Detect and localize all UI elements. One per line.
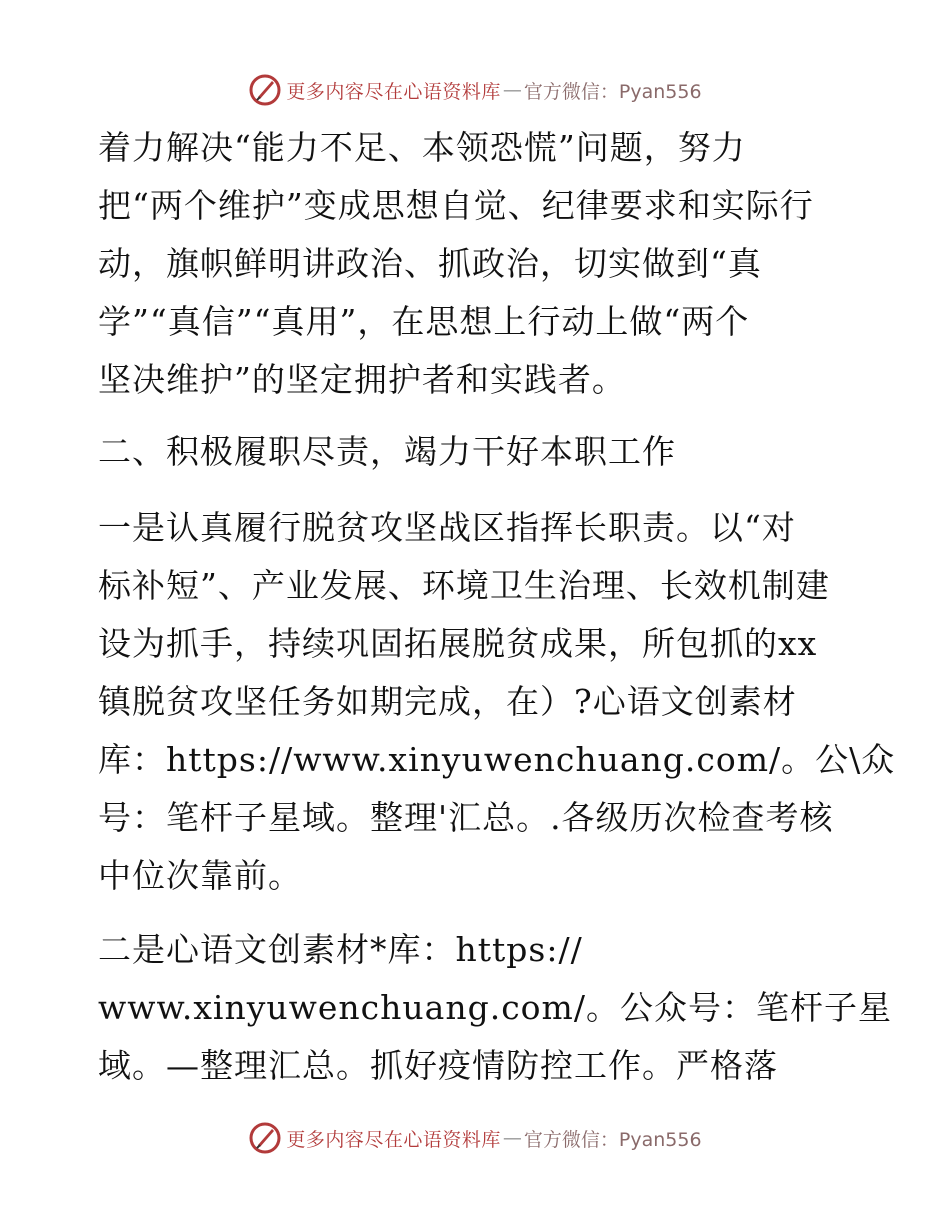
banner-wechat: 官方微信：Pyan556 bbox=[523, 80, 702, 103]
text-line: 库：https://www.xinyuwenchuang.com/。公\众 bbox=[98, 740, 896, 779]
text-line: 着力解决“能力不足、本领恐慌”问题，努力 bbox=[98, 128, 746, 167]
text-line: 学”“真信”“真用”，在思想上行动上做“两个 bbox=[98, 302, 750, 341]
text-line: 坚决维护”的坚定拥护者和实践者。 bbox=[98, 360, 626, 399]
quill-logo-icon bbox=[248, 73, 282, 107]
text-line: 二是心语文创素材*库：https:// bbox=[98, 930, 583, 969]
header-banner bbox=[0, 70, 950, 110]
banner-dash: — bbox=[502, 1127, 522, 1149]
text-line: 镇脱贫攻坚任务如期完成，在）?心语文创素材 bbox=[98, 682, 797, 721]
text-line: 中位次靠前。 bbox=[98, 856, 302, 895]
section-heading: 二、积极履职尽责，竭力干好本职工作 bbox=[98, 432, 676, 471]
text-line: 号：笔杆子星域。整理'汇总。.各级历次检查考核 bbox=[98, 798, 834, 837]
banner-wechat: 官方微信：Pyan556 bbox=[523, 1128, 702, 1151]
text-line: 域。—整理汇总。抓好疫情防控工作。严格落 bbox=[98, 1046, 778, 1085]
footer-banner bbox=[0, 1118, 950, 1158]
banner-title: 更多内容尽在心语资料库 bbox=[286, 80, 501, 103]
banner-title: 更多内容尽在心语资料库 bbox=[286, 1128, 501, 1151]
banner-dash: — bbox=[502, 79, 522, 101]
text-line: www.xinyuwenchuang.com/。公众号：笔杆子星 bbox=[98, 988, 892, 1027]
text-line: 动，旗帜鲜明讲政治、抓政治，切实做到“真 bbox=[98, 244, 762, 283]
text-line: 标补短”、产业发展、环境卫生治理、长效机制建 bbox=[98, 566, 830, 605]
text-line: 一是认真履行脱贫攻坚战区指挥长职责。以“对 bbox=[98, 508, 796, 547]
quill-logo-icon bbox=[248, 1121, 282, 1155]
text-line: 把“两个维护”变成思想自觉、纪律要求和实际行 bbox=[98, 186, 814, 225]
text-line: 设为抓手，持续巩固拓展脱贫成果，所包抓的xx bbox=[98, 624, 818, 663]
